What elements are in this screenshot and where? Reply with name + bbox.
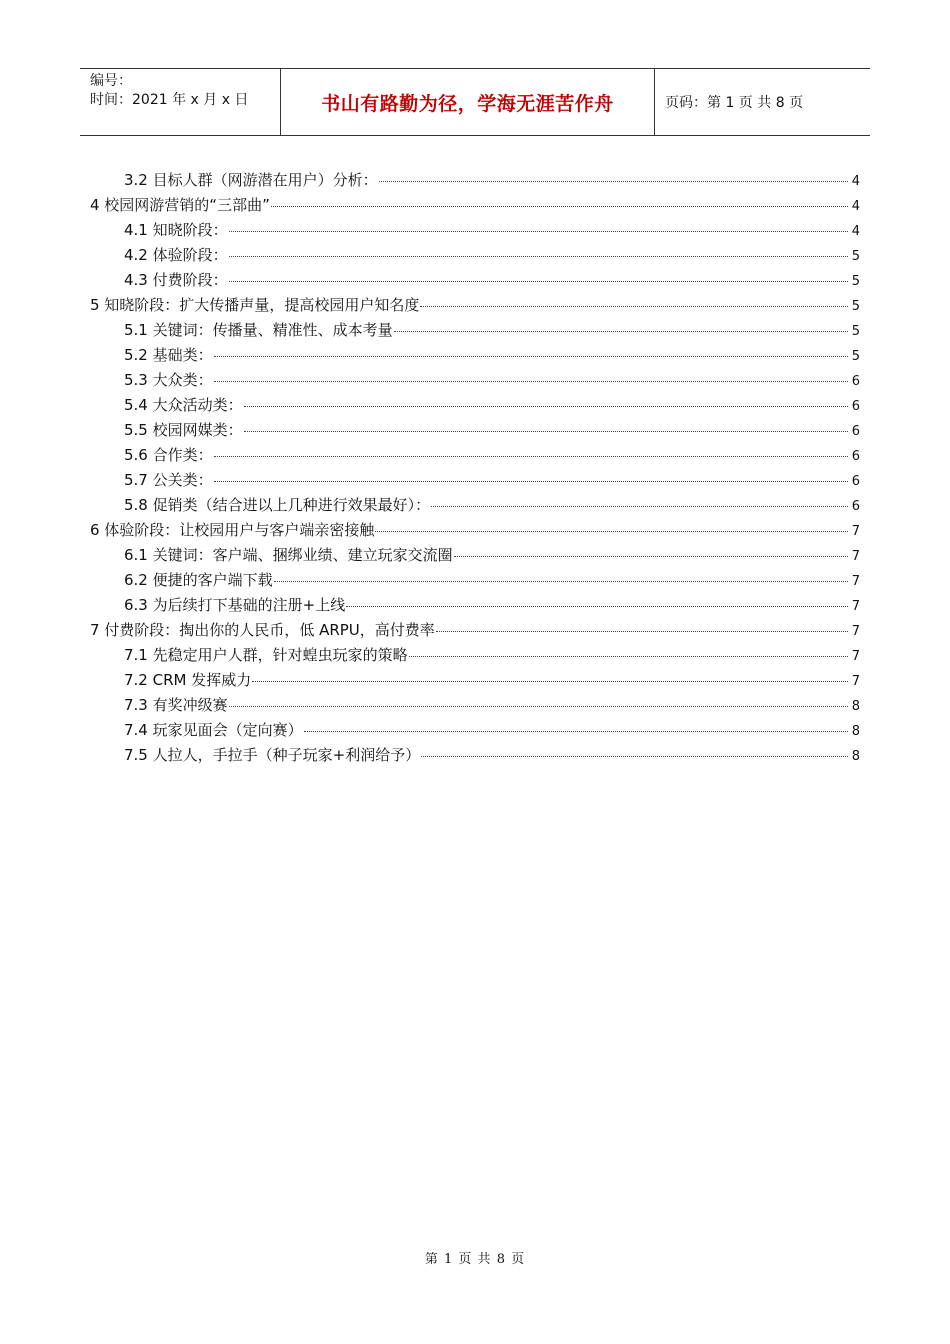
footer-page-number: 第 1 页 共 8 页 (424, 1252, 526, 1267)
toc-entry[interactable] (90, 595, 860, 620)
toc-entry[interactable] (90, 370, 860, 395)
toc-entry-title: 5.1 关键词：传播量、精准性、成本考量 (124, 321, 393, 339)
toc-entry-page: 6 (851, 449, 860, 464)
toc-entry-title: 4.2 体验阶段： (124, 246, 228, 264)
toc-entry-title: 6 体验阶段：让校园用户与客户端亲密接触 (90, 521, 375, 539)
toc-entry[interactable] (90, 170, 860, 195)
toc-dot-leader (214, 356, 848, 357)
header-meta (80, 69, 281, 135)
toc-entry-title: 7.4 玩家见面会（定向赛） (124, 721, 303, 739)
toc-entry[interactable] (90, 220, 860, 245)
toc-dot-leader (346, 606, 848, 607)
toc-entry-page: 5 (851, 274, 860, 289)
page-footer (0, 1248, 950, 1267)
toc-dot-leader (244, 406, 848, 407)
toc-entry-page: 5 (851, 324, 860, 339)
toc-entry-page: 6 (851, 374, 860, 389)
toc-dot-leader (274, 581, 848, 582)
toc-dot-leader (304, 731, 848, 732)
header-slogan-cell (281, 69, 655, 135)
toc-entry-title: 5.8 促销类（结合进以上几种进行效果最好）： (124, 496, 431, 514)
toc-entry-title: 4 校园网游营销的“三部曲” (90, 196, 270, 214)
toc-dot-leader (379, 181, 848, 182)
toc-entry-title: 5 知晓阶段：扩大传播声量，提高校园用户知名度 (90, 296, 420, 314)
toc-entry[interactable] (90, 745, 860, 770)
toc-entry-title: 7.3 有奖冲级赛 (124, 696, 228, 714)
toc-entry-page: 6 (851, 474, 860, 489)
header-page-number: 页码：第 1 页 共 8 页 (665, 95, 804, 111)
toc-dot-leader (244, 431, 848, 432)
toc-entry[interactable] (90, 395, 860, 420)
document-number-label: 编号： (90, 73, 132, 89)
toc-entry[interactable] (90, 445, 860, 470)
toc-entry-title: 6.3 为后续打下基础的注册+上线 (124, 596, 346, 614)
toc-entry[interactable] (90, 270, 860, 295)
toc-dot-leader (214, 481, 848, 482)
toc-entry[interactable] (90, 345, 860, 370)
toc-entry-title: 7 付费阶段：掏出你的人民币，低 ARPU，高付费率 (90, 621, 435, 639)
toc-entry[interactable] (90, 320, 860, 345)
toc-entry-title: 5.7 公关类： (124, 471, 213, 489)
toc-entry-page: 7 (851, 674, 860, 689)
toc-dot-leader (420, 306, 848, 307)
toc-entry-page: 7 (851, 549, 860, 564)
toc-entry-title: 6.1 关键词：客户端、捆绑业绩、建立玩家交流圈 (124, 546, 453, 564)
toc-dot-leader (229, 231, 848, 232)
toc-entry-page: 5 (851, 249, 860, 264)
toc-entry-title: 5.3 大众类： (124, 371, 213, 389)
toc-entry[interactable] (90, 520, 860, 545)
toc-entry-page: 6 (851, 399, 860, 414)
toc-entry[interactable] (90, 720, 860, 745)
toc-entry-title: 3.2 目标人群（网游潜在用户）分析： (124, 171, 378, 189)
toc-dot-leader (431, 506, 848, 507)
toc-entry[interactable] (90, 570, 860, 595)
toc-dot-leader (252, 681, 848, 682)
toc-entry-page: 7 (851, 649, 860, 664)
toc-entry[interactable] (90, 420, 860, 445)
toc-entry-page: 7 (851, 574, 860, 589)
toc-entry-page: 4 (851, 199, 860, 214)
toc-entry-title: 5.6 合作类： (124, 446, 213, 464)
toc-entry[interactable] (90, 695, 860, 720)
toc-entry[interactable] (90, 545, 860, 570)
toc-entry-page: 7 (851, 599, 860, 614)
toc-dot-leader (229, 281, 848, 282)
toc-dot-leader (214, 381, 848, 382)
toc-dot-leader (394, 331, 848, 332)
page-header (80, 68, 870, 136)
toc-entry-page: 6 (851, 424, 860, 439)
toc-entry-title: 7.5 人拉人，手拉手（种子玩家+利润给予） (124, 746, 421, 764)
toc-dot-leader (229, 706, 848, 707)
toc-entry-title: 7.1 先稳定用户人群，针对蝗虫玩家的策略 (124, 646, 408, 664)
toc-dot-leader (229, 256, 848, 257)
toc-entry-page: 7 (851, 524, 860, 539)
toc-dot-leader (271, 206, 848, 207)
toc-dot-leader (409, 656, 848, 657)
toc-dot-leader (436, 631, 848, 632)
toc-entry-page: 5 (851, 349, 860, 364)
toc-entry-page: 4 (851, 224, 860, 239)
toc-entry[interactable] (90, 645, 860, 670)
toc-entry[interactable] (90, 195, 860, 220)
toc-entry[interactable] (90, 295, 860, 320)
toc-entry-title: 5.4 大众活动类： (124, 396, 243, 414)
toc-entry-page: 8 (851, 749, 860, 764)
header-page-info (655, 69, 870, 135)
toc-dot-leader (421, 756, 848, 757)
toc-entry-page: 8 (851, 724, 860, 739)
toc-entry-page: 4 (851, 174, 860, 189)
document-date: 时间：2021 年 x 月 x 日 (90, 92, 249, 108)
toc-entry[interactable] (90, 470, 860, 495)
toc-entry-page: 8 (851, 699, 860, 714)
toc-entry-title: 4.3 付费阶段： (124, 271, 228, 289)
header-slogan: 书山有路勤为径，学海无涯苦作舟 (321, 92, 614, 115)
toc-entry-page: 6 (851, 499, 860, 514)
toc-entry-title: 5.5 校园网媒类： (124, 421, 243, 439)
toc-entry-title: 5.2 基础类： (124, 346, 213, 364)
toc-entry-title: 4.1 知晓阶段： (124, 221, 228, 239)
table-of-contents (90, 170, 860, 770)
toc-entry-title: 7.2 CRM 发挥威力 (124, 671, 252, 689)
toc-dot-leader (214, 456, 848, 457)
toc-entry[interactable] (90, 670, 860, 695)
toc-dot-leader (454, 556, 848, 557)
toc-entry-title: 6.2 便捷的客户端下载 (124, 571, 273, 589)
toc-entry[interactable] (90, 620, 860, 645)
toc-entry-page: 7 (851, 624, 860, 639)
toc-dot-leader (375, 531, 848, 532)
toc-entry-page: 5 (851, 299, 860, 314)
toc-entry[interactable] (90, 245, 860, 270)
toc-entry[interactable] (90, 495, 860, 520)
